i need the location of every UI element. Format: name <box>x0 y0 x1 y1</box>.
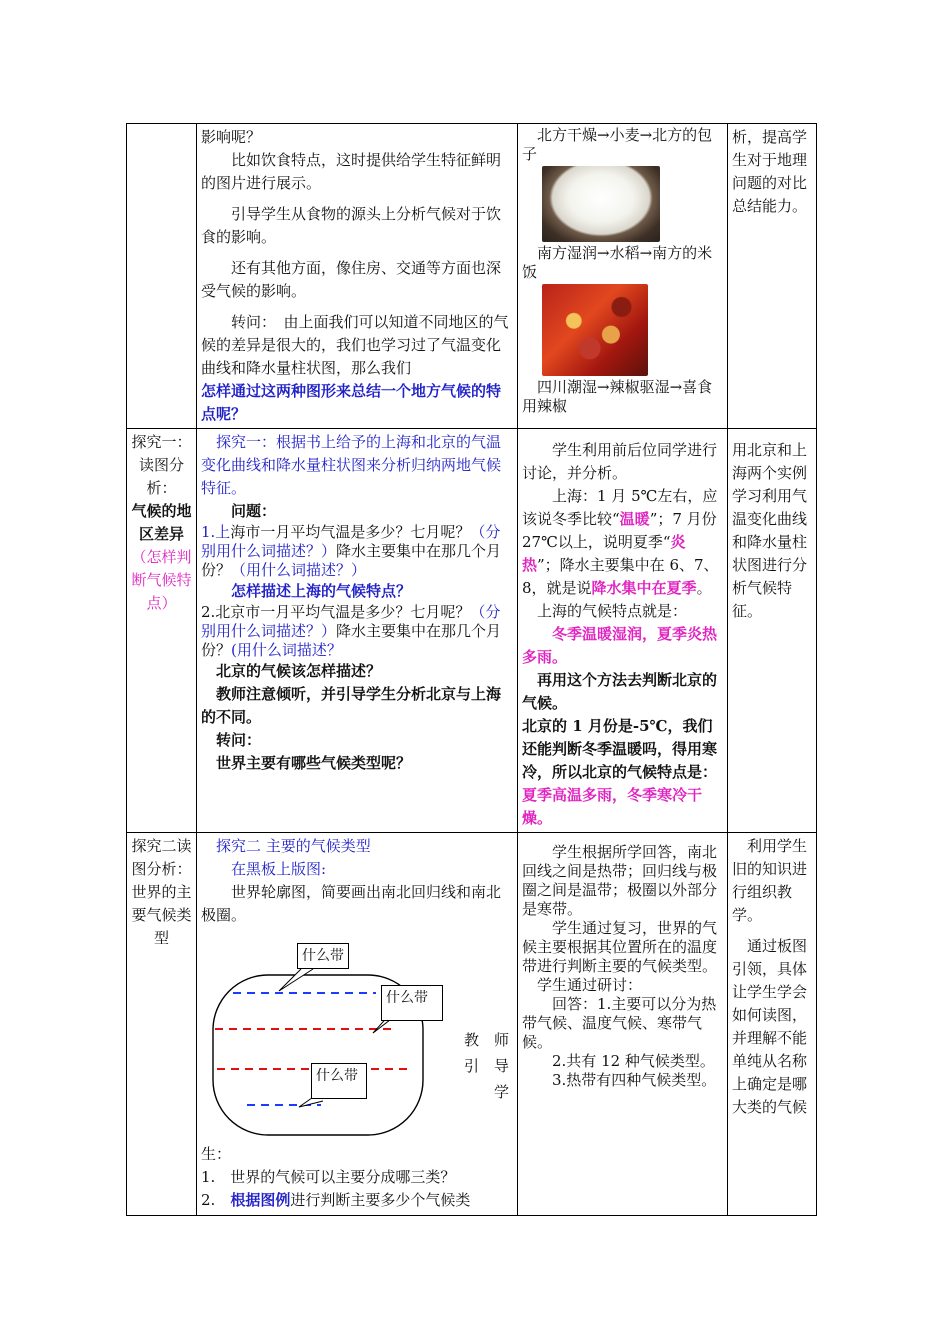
teacher-activity-cell <box>197 124 518 429</box>
stage-cell <box>127 429 197 833</box>
text-line: 还有其他方面，像住房、交通等方面也深受气候的影响。 <box>201 259 502 300</box>
design-intent-cell <box>728 124 817 429</box>
question-1: 1.上海市一月平均气温是多少？七月呢？（分别用什么词描述？）降水主要集中在那几个月份？（用什么词描述？） <box>201 523 502 579</box>
stage-note: （怎样判断气候特点） <box>131 548 192 612</box>
stage-topic: 气候的地区差异 <box>131 502 192 543</box>
task-text: 探究一：根据书上给予的上海和北京的气温变化曲线和降水量柱状图来分析归纳两地气候特征。 <box>201 433 502 497</box>
zone-callout-2: 什么带 <box>381 985 443 1021</box>
text-line: 学生通过研讨： <box>537 976 643 994</box>
text-line: 学生根据所学回答，南北回线之间是热带；回归线与极圈之间是温带；极圈以外部分是寒带。 <box>522 843 718 918</box>
stage-cell <box>127 124 197 429</box>
table-row <box>127 833 817 1216</box>
text-line: 转问： 由上面我们可以知道不同地区的气候的差异是很大的，我们也学习过了气温变化曲线和降水量柱状图，那么我们 <box>201 313 509 377</box>
text-line: 利用学生旧的知识进行组织教学。 <box>732 837 808 924</box>
stage-label: 探究一：读图分析： <box>131 433 192 497</box>
rice-bowl-image <box>542 166 660 242</box>
beijing-analysis: 北京的 1 月份是-5℃，我们还能判断冬季温暖吗，得用寒冷，所以北京的气候特点是：夏季高温多雨，冬季寒冷干燥。 <box>522 717 718 827</box>
callout-tail <box>279 969 313 991</box>
text-line: 引导学生从食物的源头上分析气候对于饮食的影响。 <box>201 205 502 246</box>
stage-label: 探究二读图分析：世界的主要气候类型 <box>131 837 192 947</box>
world-zones-diagram <box>201 933 525 1143</box>
text-line: 世界轮廓图，简要画出南北回归线和南北极圈。 <box>201 883 502 924</box>
teacher-note: 教师注意倾听，并引导学生分析北京与上海的不同。 <box>201 685 502 726</box>
text-line: 学生利用前后位同学进行讨论，并分析。 <box>522 441 718 482</box>
question-1-summary: 怎样描述上海的气候特点？ <box>231 582 412 600</box>
list-item: 2. 根据图例进行判断主要多少个气候类 <box>201 1191 471 1209</box>
text-line: 影响呢？ <box>201 128 262 146</box>
design-intent-cell <box>728 429 817 833</box>
text-line: 通过板图引领，具体让学生学会如何读图，并理解不能单纯从名称上确定是哪大类的气候 <box>732 937 808 1116</box>
board-label: 在黑板上版图: <box>231 860 327 878</box>
student-activity-cell <box>518 124 728 429</box>
shanghai-analysis: 上海：1 月 5℃左右，应该说冬季比较“温暖”；7 月份 27℃以上，说明夏季“炎热”；降水主要集中在 6、7、8，就是说降水集中在夏季。 <box>522 487 719 597</box>
design-intent-cell <box>728 833 817 1216</box>
zone-callout-1: 什么带 <box>297 943 349 969</box>
text-line: 比如饮食特点，这时提供给学生特征鲜明的图片进行展示。 <box>201 151 502 192</box>
table-row <box>127 124 817 429</box>
spicy-dish-image <box>542 284 648 376</box>
lesson-plan-table <box>126 123 817 1216</box>
stage-cell <box>127 833 197 1216</box>
teacher-activity-cell <box>197 429 518 833</box>
food-caption-sichuan: 四川潮湿→辣椒驱湿→喜食用辣椒 <box>522 378 713 415</box>
text-line: 回答：1.主要可以分为热带气候、温度气候、寒带气候。 <box>522 995 717 1051</box>
task-title: 探究二 主要的气候类型 <box>216 837 371 855</box>
table-row <box>127 429 817 833</box>
text-line: 2.共有 12 种气候类型。 <box>552 1052 715 1070</box>
highlight-question: 怎样通过这两种图形来总结一个地方气候的特点呢？ <box>201 382 502 423</box>
zone-callout-3: 什么带 <box>311 1063 367 1099</box>
text-line: 再用这个方法去判断北京的气候。 <box>522 671 718 712</box>
food-caption-north: 北方干燥→小麦→北方的包子 <box>522 126 713 163</box>
text-line: 上海的气候特点就是： <box>537 602 688 620</box>
text-line: 析，提高学生对于地理问题的对比总结能力。 <box>732 128 808 215</box>
turn-label: 转问： <box>216 731 262 749</box>
list-item: 1. 世界的气候可以主要分成哪三类？ <box>201 1168 456 1186</box>
shanghai-climate: 冬季温暖湿润，夏季炎热多雨。 <box>522 625 718 666</box>
student-activity-cell <box>518 429 728 833</box>
food-caption-south: 南方湿润→水稻→南方的米饭 <box>522 244 713 281</box>
text-line: 3.热带有四种气候类型。 <box>552 1071 717 1089</box>
question-2: 2.北京市一月平均气温是多少？七月呢？（分别用什么词描述？）降水主要集中在那几个月份？(用什么词描述？ <box>201 603 502 659</box>
teacher-activity-cell <box>197 833 525 1216</box>
text-line: 学生通过复习，世界的气候主要根据其位置所在的温度带进行判断主要的气候类型。 <box>522 919 718 975</box>
question-3: 北京的气候该怎样描述？ <box>216 662 382 680</box>
student-activity-cell <box>518 833 728 1216</box>
teacher-guide-label: 教 师 引 导 学 <box>463 1031 525 1101</box>
text-line: 用北京和上海两个实例学习利用气温变化曲线和降水量柱状图进行分析气候特征。 <box>732 441 808 620</box>
question-title: 问题： <box>231 502 277 520</box>
text-line: 生： <box>201 1145 232 1163</box>
turn-question: 世界主要有哪些气候类型呢？ <box>216 754 412 772</box>
